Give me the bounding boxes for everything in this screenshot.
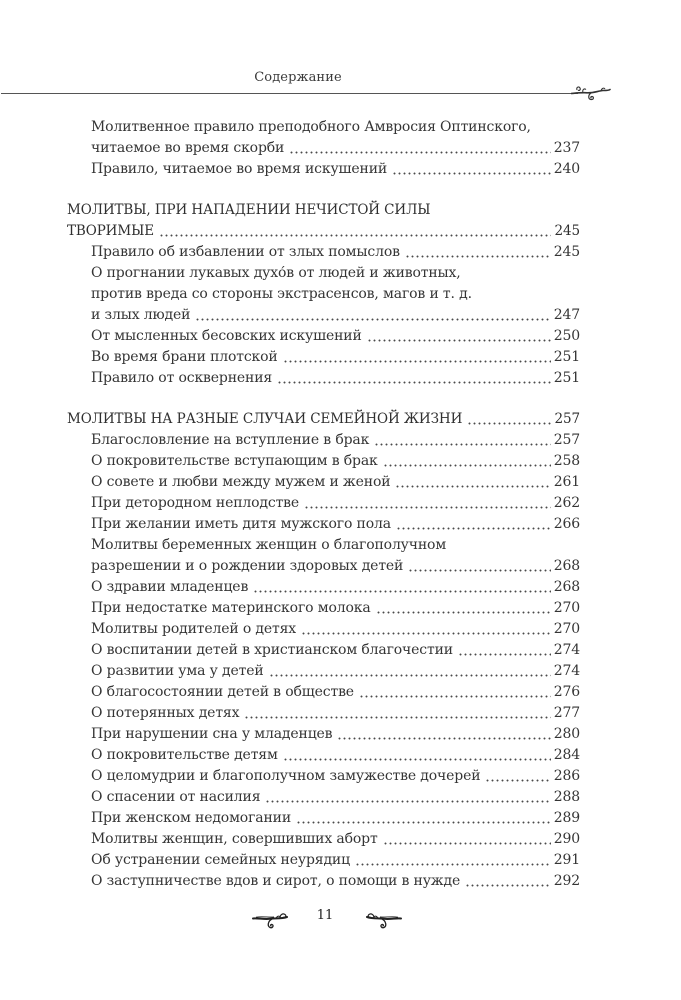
- page-number: 251: [553, 370, 580, 386]
- flourish-ornament-icon: [571, 82, 611, 102]
- toc-entry: [67, 598, 580, 619]
- page-number: 268: [553, 579, 580, 595]
- entry-title-line: Благословление на вступление в брак: [91, 432, 370, 448]
- toc-entry: [67, 368, 580, 389]
- dot-leader: [395, 472, 550, 493]
- page-number: 245: [553, 244, 580, 260]
- section-heading: [67, 409, 580, 430]
- page-number: 257: [554, 411, 580, 427]
- dot-leader: [337, 724, 550, 745]
- section-title-line: МОЛИТВЫ, ПРИ НАПАДЕНИИ НЕЧИСТОЙ СИЛЫ: [67, 202, 431, 218]
- entry-title-line: О благосостоянии детей в обществе: [91, 684, 354, 700]
- page-number-footer: 11: [316, 908, 334, 923]
- dot-leader: [458, 640, 551, 661]
- page-number: 247: [553, 307, 580, 323]
- dot-leader: [383, 451, 551, 472]
- dot-leader: [289, 138, 550, 159]
- section-title-line: МОЛИТВЫ НА РАЗНЫЕ СЛУЧАИ СЕМЕЙНОЙ ЖИЗНИ: [67, 411, 463, 427]
- dot-leader: [283, 347, 551, 368]
- entry-title-line: Во время брани плотской: [91, 349, 278, 365]
- dot-leader: [269, 661, 551, 682]
- toc-entry: [67, 766, 580, 787]
- toc-entry: [67, 242, 580, 263]
- entry-title-line: Молитвенное правило преподобного Амвросия Оптинского,: [91, 119, 531, 135]
- page-number: 270: [553, 600, 580, 616]
- dot-leader: [253, 577, 551, 598]
- page-number: 261: [553, 474, 580, 490]
- entry-title-line: Правило об избавлении от злых помыслов: [91, 244, 400, 260]
- entry-title-line: разрешении и о рождении здоровых детей: [91, 558, 404, 574]
- entry-title-line: читаемое во время скорби: [91, 140, 285, 156]
- header-rule: [1, 93, 578, 94]
- entry-title-line: При желании иметь дитя мужского пола: [91, 516, 391, 532]
- toc-entry: [67, 159, 580, 180]
- entry-title-line: Правило, читаемое во время искушений: [91, 161, 388, 177]
- dot-leader: [359, 682, 551, 703]
- toc-entry: [67, 661, 580, 682]
- entry-title-line: О потерянных детях: [91, 705, 240, 721]
- entry-title-line: При нарушении сна у младенцев: [91, 726, 333, 742]
- entry-title-line: Правило от осквернения: [91, 370, 273, 386]
- dot-leader: [465, 871, 551, 892]
- toc-entry: [67, 493, 580, 514]
- dot-leader: [265, 787, 550, 808]
- page-number: 276: [553, 684, 580, 700]
- toc-entry: [67, 850, 580, 871]
- page-number: 266: [553, 516, 580, 532]
- dot-leader: [467, 409, 551, 430]
- entry-title-line: О спасении от насилия: [91, 789, 261, 805]
- toc-entry: [67, 871, 580, 892]
- dot-leader: [304, 493, 551, 514]
- dot-leader: [485, 766, 550, 787]
- page-number: 251: [553, 349, 580, 365]
- page-number: 245: [554, 223, 580, 239]
- toc-entry: [67, 745, 580, 766]
- toc-entry: [67, 263, 580, 326]
- toc-entry: [67, 682, 580, 703]
- page-number: 268: [553, 558, 580, 574]
- flourish-ornament-icon: [252, 909, 290, 931]
- entry-title-line: О покровительстве вступающим в брак: [91, 453, 378, 469]
- page-number: 240: [553, 161, 580, 177]
- toc-entry: [67, 451, 580, 472]
- toc-section: [67, 200, 580, 389]
- entry-title-line: О воспитании детей в христианском благочестии: [91, 642, 453, 658]
- entry-title-line: Молитвы родителей о детях: [91, 621, 297, 637]
- page-number: 262: [553, 495, 580, 511]
- entry-title-line: Об устранении семейных неурядиц: [91, 852, 350, 868]
- page-number: 290: [553, 831, 580, 847]
- entry-title-line: О здравии младенцев: [91, 579, 249, 595]
- page-number: 286: [553, 768, 580, 784]
- dot-leader: [355, 850, 551, 871]
- dot-leader: [374, 430, 550, 451]
- toc-entry: [67, 472, 580, 493]
- entry-title-line: О заступничестве вдов и сирот, о помощи в нужде: [91, 873, 461, 889]
- dot-leader: [367, 326, 551, 347]
- page-number: 292: [553, 873, 580, 889]
- flourish-ornament-icon: [364, 909, 402, 931]
- dot-leader: [376, 598, 551, 619]
- toc-entry: [67, 724, 580, 745]
- page-number: 291: [553, 852, 580, 868]
- entry-title-line: Молитвы женщин, совершивших аборт: [91, 831, 378, 847]
- entry-title-line: При женском недомогании: [91, 810, 292, 826]
- dot-leader: [383, 829, 551, 850]
- entry-title-line: против вреда со стороны экстрасенсов, магов и т. д.: [91, 286, 472, 302]
- dot-leader: [408, 556, 550, 577]
- toc-entry: [67, 514, 580, 535]
- dot-leader: [405, 242, 551, 263]
- toc-entry: [67, 577, 580, 598]
- entry-title-line: и злых людей: [91, 307, 191, 323]
- entry-title-line: При детородном неплодстве: [91, 495, 300, 511]
- toc-entry: [67, 640, 580, 661]
- toc-entry: [67, 619, 580, 640]
- entry-title-line: О покровительстве детям: [91, 747, 278, 763]
- page-number: 257: [553, 432, 580, 448]
- page-number: 274: [553, 663, 580, 679]
- toc-entry: [67, 829, 580, 850]
- section-heading: [67, 200, 580, 242]
- page-number: 289: [553, 810, 580, 826]
- dot-leader: [301, 619, 551, 640]
- toc-entry: [67, 347, 580, 368]
- entry-title-line: О развитии ума у детей: [91, 663, 264, 679]
- entry-title-line: О совете и любви между мужем и женой: [91, 474, 391, 490]
- entry-title-line: О прогнании лукавых духо́в от людей и животных,: [91, 265, 461, 281]
- entry-title-line: При недостатке материнского молока: [91, 600, 371, 616]
- page-number: 258: [553, 453, 580, 469]
- toc-entry: [67, 430, 580, 451]
- running-header-title: Содержание: [254, 70, 342, 85]
- page-number: 270: [553, 621, 580, 637]
- dot-leader: [195, 305, 550, 326]
- toc-section: [67, 409, 580, 892]
- toc-entry: [67, 787, 580, 808]
- page-number: 274: [553, 642, 580, 658]
- dot-leader: [283, 745, 551, 766]
- entry-title-line: Молитвы беременных женщин о благополучном: [91, 537, 447, 553]
- page-number: 284: [553, 747, 580, 763]
- dot-leader: [392, 159, 551, 180]
- page-number: 277: [553, 705, 580, 721]
- toc-entry: [67, 535, 580, 577]
- page-number: 250: [553, 328, 580, 344]
- page-number: 237: [553, 140, 580, 156]
- section-title-line: ТВОРИМЫЕ: [67, 223, 155, 239]
- entry-title-line: О целомудрии и благополучном замужестве дочерей: [91, 768, 481, 784]
- toc-entry: [67, 808, 580, 829]
- dot-leader: [296, 808, 551, 829]
- dot-leader: [396, 514, 551, 535]
- entry-title-line: От мысленных бесовских искушений: [91, 328, 362, 344]
- toc-entry: [67, 326, 580, 347]
- toc-entry: [67, 703, 580, 724]
- page-number: 280: [553, 726, 580, 742]
- dot-leader: [244, 703, 550, 724]
- dot-leader: [159, 221, 551, 242]
- dot-leader: [277, 368, 551, 389]
- toc-entry: [67, 117, 580, 159]
- table-of-contents: [67, 117, 580, 892]
- page-number: 288: [553, 789, 580, 805]
